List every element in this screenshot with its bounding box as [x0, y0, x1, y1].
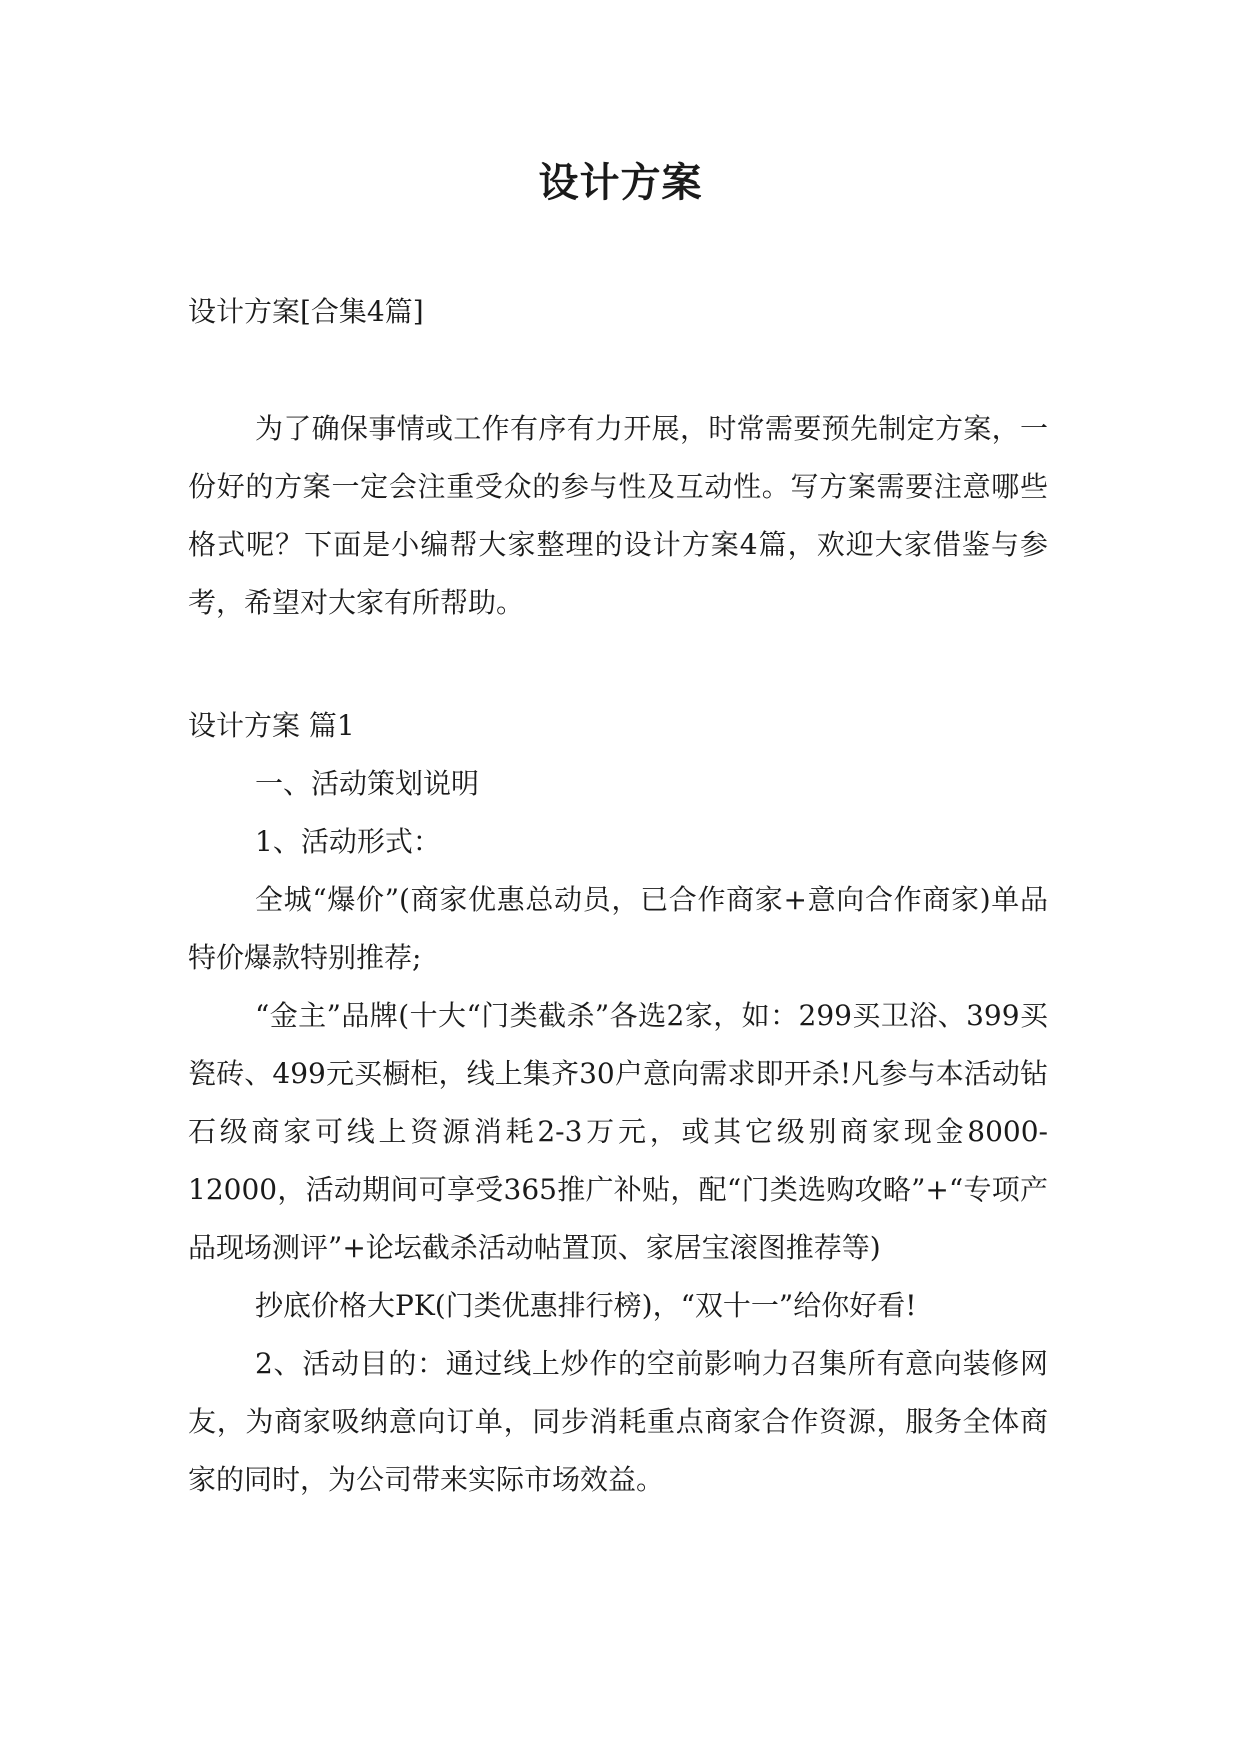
section-subheading: 一、活动策划说明 [255, 767, 480, 800]
section-body [188, 755, 1048, 1509]
activity-goal-paragraph: 2、活动目的：通过线上炒作的空前影响力召集所有意向装修网友，为商家吸纳意向订单，同步消耗重点商家合作资源，服务全体商家的同时，为公司带来实际市场效益。 [188, 1347, 1048, 1496]
section-heading: 设计方案 篇1 [188, 709, 355, 742]
document-title: 设计方案 [538, 160, 703, 206]
activity-format-label: 1、活动形式： [255, 825, 441, 858]
body-paragraph: 抄底价格大PK(门类优惠排行榜)，“双十一”给你好看! [255, 1289, 917, 1322]
intro-paragraph: 为了确保事情或工作有序有力开展，时常需要预先制定方案，一份好的方案一定会注重受众的参与性及互动性。写方案需要注意哪些格式呢？下面是小编帮大家整理的设计方案4篇，欢迎大家借鉴与参考，希望对大家有所帮助。 [188, 412, 1048, 619]
document-subtitle: 设计方案[合集4篇] [188, 295, 424, 328]
body-paragraph: “金主”品牌(十大“门类截杀”各选2家，如：299买卫浴、399买瓷砖、499元买橱柜，线上集齐30户意向需求即开杀!凡参与本活动钻石级商家可线上资源消耗2-3万元，或其它级别商家现金8000-12000，活动期间可享受365推广补贴，配“门类选购攻略”+“专项产品现场测评”+论坛截杀活动帖置顶、家居宝滚图推荐等) [188, 999, 1048, 1264]
body-paragraph: 全城“爆价”(商家优惠总动员，已合作商家+意向合作商家)单品特价爆款特别推荐; [188, 883, 1048, 974]
